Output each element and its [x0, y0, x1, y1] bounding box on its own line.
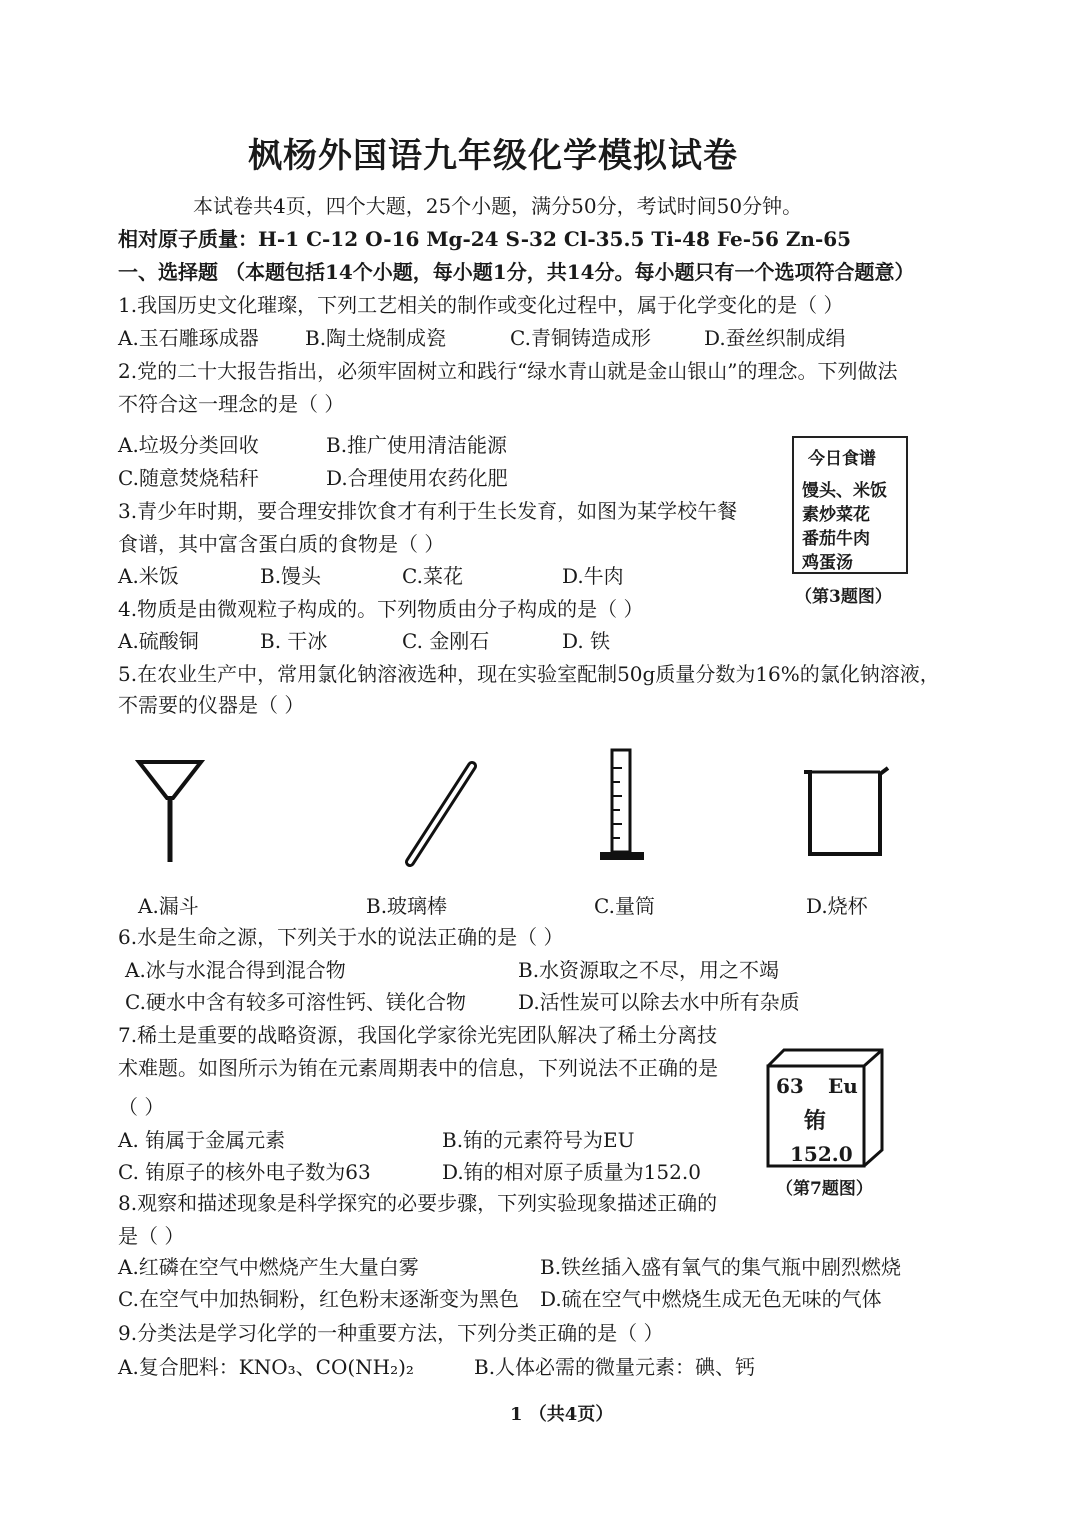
- menu-title: 今日食谱: [808, 449, 876, 469]
- q1-option-c: C.青铜铸造成形: [510, 326, 651, 350]
- q7-option-b: B.铕的元素符号为EU: [442, 1128, 635, 1152]
- menu-item: 馒头、米饭: [802, 481, 887, 501]
- q3-option-a: A.米饭: [118, 564, 179, 588]
- q8-option-b: B.铁丝插入盛有氧气的集气瓶中剧烈燃烧: [540, 1255, 902, 1279]
- element-name: 铕: [804, 1108, 827, 1134]
- element-number: 63: [776, 1074, 804, 1098]
- page-title: 枫杨外国语九年级化学模拟试卷: [248, 136, 738, 176]
- menu-item: 番茄牛肉: [802, 529, 870, 549]
- q6-option-c: C.硬水中含有较多可溶性钙、镁化合物: [125, 990, 466, 1014]
- beaker-icon: [800, 766, 892, 862]
- menu-caption: （第3题图）: [795, 587, 892, 607]
- q5-option-d: D.烧杯: [806, 894, 868, 918]
- exam-intro: 本试卷共4页，四个大题，25个小题，满分50分，考试时间50分钟。: [193, 194, 803, 218]
- q6-option-b: B.水资源取之不尽，用之不竭: [518, 958, 780, 982]
- q5-option-b: B.玻璃棒: [366, 894, 448, 918]
- q2-stem-line2: 不符合这一理念的是（ ）: [118, 392, 345, 416]
- page-footer: 1 （共4页）: [510, 1404, 614, 1425]
- q4-stem: 4.物质是由微观粒子构成的。下列物质由分子构成的是（ ）: [118, 597, 644, 621]
- q5-option-c: C.量筒: [594, 894, 655, 918]
- q1-stem: 1.我国历史文化璀璨，下列工艺相关的制作或变化过程中，属于化学变化的是（ ）: [118, 293, 844, 317]
- q5-option-a: A.漏斗: [138, 894, 199, 918]
- q2-option-a: A.垃圾分类回收: [118, 433, 259, 457]
- q8-option-a: A.红磷在空气中燃烧产生大量白雾: [118, 1255, 419, 1279]
- q6-option-d: D.活性炭可以除去水中所有杂质: [518, 990, 800, 1014]
- q3-stem-line2: 食谱，其中富含蛋白质的食物是（ ）: [118, 532, 445, 556]
- funnel-icon: [135, 758, 205, 866]
- q5-stem-line2: 不需要的仪器是（ ）: [118, 693, 305, 717]
- q9-option-a: A.复合肥料：KNO₃、CO(NH₂)₂: [118, 1355, 414, 1379]
- q8-stem-line2: 是（ ）: [118, 1224, 185, 1248]
- q7-stem-line1: 7.稀土是重要的战略资源，我国化学家徐光宪团队解决了稀土分离技: [118, 1023, 718, 1047]
- q7-stem-line3: （ ）: [118, 1095, 165, 1119]
- q2-option-c: C.随意焚烧秸秆: [118, 466, 259, 490]
- q7-stem-line2: 术难题。如图所示为铕在元素周期表中的信息，下列说法不正确的是: [118, 1056, 718, 1080]
- element-caption: （第7题图）: [776, 1179, 873, 1199]
- glass-rod-icon: [400, 760, 480, 870]
- q4-option-b: B. 干冰: [260, 629, 328, 653]
- q8-option-c: C.在空气中加热铜粉，红色粉末逐渐变为黑色: [118, 1287, 519, 1311]
- q7-option-a: A. 铕属于金属元素: [118, 1128, 286, 1152]
- q2-option-d: D.合理使用农药化肥: [326, 466, 508, 490]
- q8-option-d: D.硫在空气中燃烧生成无色无味的气体: [540, 1287, 882, 1311]
- element-mass: 152.0: [790, 1142, 853, 1166]
- q5-stem-line1: 5.在农业生产中，常用氯化钠溶液选种，现在实验室配制50g质量分数为16%的氯化钠溶液，: [118, 662, 940, 686]
- q9-option-b: B.人体必需的微量元素：碘、钙: [474, 1355, 756, 1379]
- q4-option-c: C. 金刚石: [402, 629, 490, 653]
- q7-option-c: C. 铕原子的核外电子数为63: [118, 1160, 371, 1184]
- q7-option-d: D.铕的相对原子质量为152.0: [442, 1160, 701, 1184]
- q4-option-d: D. 铁: [562, 629, 611, 653]
- q3-stem-line1: 3.青少年时期，要合理安排饮食才有利于生长发育，如图为某学校午餐: [118, 499, 738, 523]
- section-heading: 一、选择题 （本题包括14个小题，每小题1分，共14分。每小题只有一个选项符合题意）: [118, 260, 915, 284]
- element-symbol: Eu: [828, 1074, 858, 1098]
- graduated-cylinder-icon: [598, 746, 648, 866]
- q1-option-d: D.蚕丝织制成绢: [704, 326, 846, 350]
- menu-box: [792, 436, 908, 574]
- q1-option-b: B.陶土烧制成瓷: [305, 326, 447, 350]
- q6-stem: 6.水是生命之源，下列关于水的说法正确的是（ ）: [118, 925, 564, 949]
- q9-stem: 9.分类法是学习化学的一种重要方法，下列分类正确的是（ ）: [118, 1321, 664, 1345]
- q3-option-d: D.牛肉: [562, 564, 624, 588]
- q2-option-b: B.推广使用清洁能源: [326, 433, 508, 457]
- q3-option-c: C.菜花: [402, 564, 463, 588]
- q2-stem-line1: 2.党的二十大报告指出，必须牢固树立和践行“绿水青山就是金山银山”的理念。下列做法: [118, 359, 898, 383]
- q1-option-a: A.玉石雕琢成器: [118, 326, 259, 350]
- q8-stem-line1: 8.观察和描述现象是科学探究的必要步骤，下列实验现象描述正确的: [118, 1191, 718, 1215]
- q3-option-b: B.馒头: [260, 564, 322, 588]
- menu-item: 鸡蛋汤: [802, 553, 853, 573]
- q6-option-a: A.冰与水混合得到混合物: [125, 958, 346, 982]
- q4-option-a: A.硫酸铜: [118, 629, 199, 653]
- atomic-mass-line: 相对原子质量：H-1 C-12 O-16 Mg-24 S-32 Cl-35.5 Ti-48 Fe-56 Zn-65: [118, 227, 852, 251]
- menu-item: 素炒菜花: [802, 505, 870, 525]
